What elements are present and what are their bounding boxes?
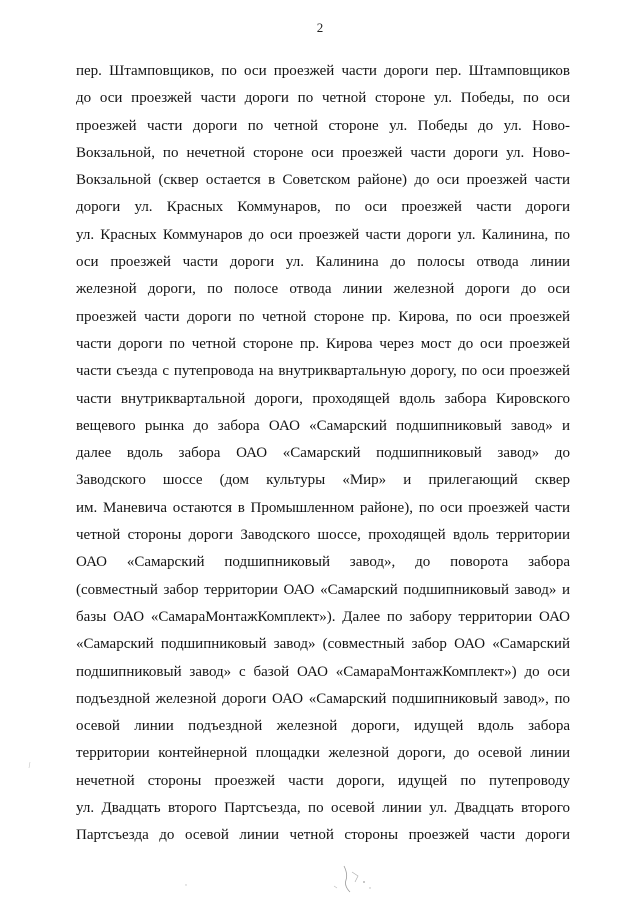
text-line: ул. Двадцать второго Партсъезда, по осевой линии ул. Двадцать второго: [76, 800, 570, 817]
text-line: Вокзальной (сквер остается в Советском районе) до оси проезжей части: [76, 172, 570, 189]
text-line: до оси проезжей части дороги по четной стороне ул. Победы, по оси: [76, 90, 570, 107]
text-line: базы ОАО «СамараМонтажКомплект»). Далее по забору территории ОАО: [76, 608, 570, 625]
text-line: проезжей части дороги по четной стороне пр. Кирова, по оси проезжей: [76, 308, 570, 325]
text-line: ул. Красных Коммунаров до оси проезжей части дороги ул. Калинина, по: [76, 226, 570, 243]
text-line: четной стороны дороги Заводского шоссе, проходящей вдоль территории: [76, 527, 570, 544]
text-line: им. Маневича остаются в Промышленном районе), по оси проезжей части: [76, 499, 570, 516]
text-line: Партсъезда до осевой линии четной стороны проезжей части дороги: [76, 827, 570, 844]
body-text: [76, 58, 570, 850]
text-line: проезжей части дороги по четной стороне ул. Победы до ул. Ново-: [76, 117, 570, 134]
scan-artifact: [24, 760, 36, 784]
text-line: части съезда с путепровода на внутриквартальную дорогу, по оси проезжей: [76, 363, 570, 380]
scan-artifact: [180, 880, 196, 890]
page-number: 2: [316, 20, 324, 35]
text-line: осевой линии подъездной железной дороги, идущей вдоль забора: [76, 718, 570, 735]
text-line: Заводского шоссе (дом культуры «Мир» и прилегающий сквер: [76, 472, 570, 489]
text-line: пер. Штамповщиков, по оси проезжей части дороги пер. Штамповщиков: [76, 63, 570, 79]
scan-artifact: [300, 862, 420, 898]
text-line: железной дороги, по полосе отвода линии железной дороги до оси: [76, 281, 570, 298]
text-line: вещевого рынка до забора ОАО «Самарский подшипниковый завод» и: [76, 417, 570, 434]
text-line: ОАО «Самарский подшипниковый завод», до поворота забора: [76, 554, 570, 571]
text-line: оси проезжей части дороги ул. Калинина до полосы отвода линии: [76, 254, 570, 271]
text-line: дороги ул. Красных Коммунаров, по оси проезжей части дороги: [76, 199, 570, 216]
text-line: части внутриквартальной дороги, проходящей вдоль забора Кировского: [76, 390, 570, 407]
text-line: нечетной стороны проезжей части дороги, идущей по путепроводу: [76, 772, 570, 789]
text-line: Вокзальной, по нечетной стороне оси проезжей части дороги ул. Ново-: [76, 144, 570, 161]
text-line: «Самарский подшипниковый завод» (совместный забор ОАО «Самарский: [76, 636, 570, 653]
text-line: части дороги по четной стороне пр. Кирова через мост до оси проезжей: [76, 335, 570, 352]
text-line: территории контейнерной площадки железной дороги, до осевой линии: [76, 745, 570, 762]
text-line: далее вдоль забора ОАО «Самарский подшипниковый завод» до: [76, 445, 570, 462]
text-line: (совместный забор территории ОАО «Самарский подшипниковый завод» и: [76, 581, 570, 598]
text-line: подъездной железной дороги ОАО «Самарский подшипниковый завод», по: [76, 690, 570, 707]
text-line: подшипниковый завод» с базой ОАО «СамараМонтажКомплект») до оси: [76, 663, 570, 680]
